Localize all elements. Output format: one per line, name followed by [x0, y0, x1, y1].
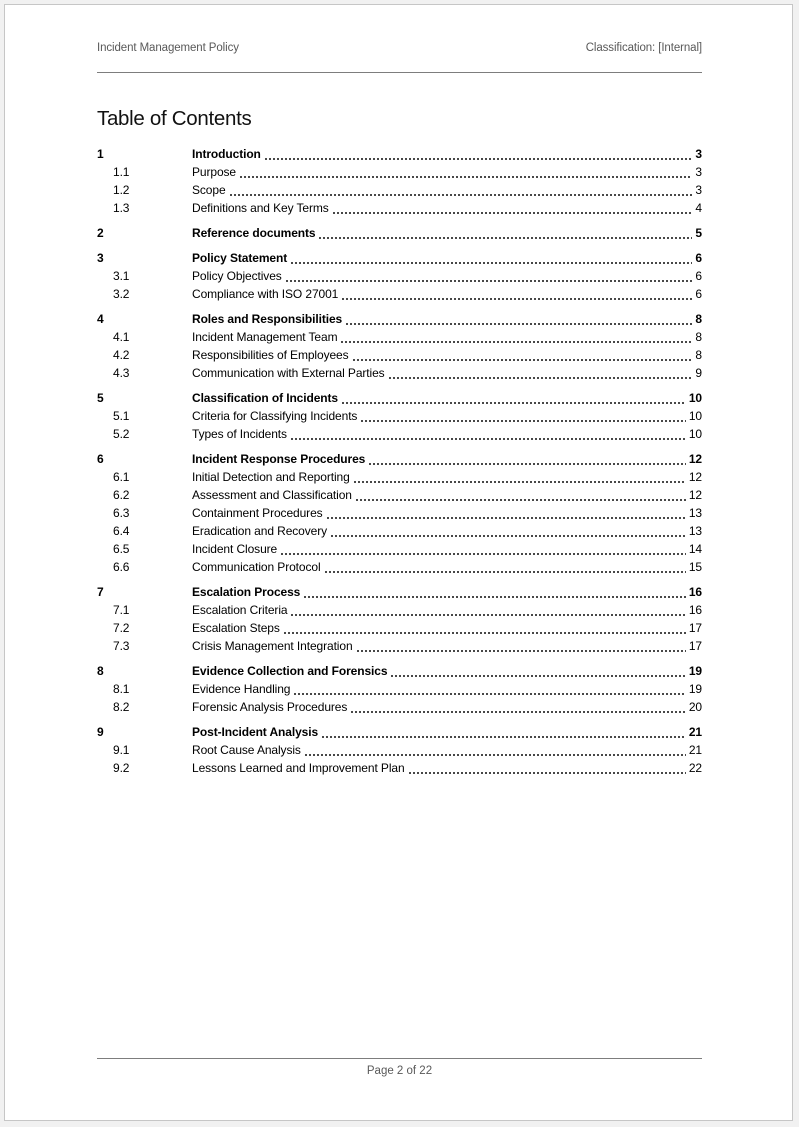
toc-entry-page-number: 10	[688, 391, 702, 405]
toc-dot-leader	[290, 614, 685, 616]
toc-entry-label: Responsibilities of Employees	[192, 348, 349, 362]
toc-entry-page-number: 21	[688, 743, 702, 757]
header-rule	[97, 72, 702, 73]
toc-entry-number: 3.1	[113, 269, 130, 283]
toc-entry-number: 1	[97, 147, 104, 161]
toc-entry-label: Evidence Collection and Forensics	[192, 664, 388, 678]
toc-entry-number: 3	[97, 251, 104, 265]
toc-entry-number: 2	[97, 226, 104, 240]
page-footer	[97, 1058, 702, 1078]
toc-dot-leader	[345, 323, 692, 325]
toc-entry-page-number: 8	[695, 330, 702, 344]
toc-entry-number: 8.2	[113, 700, 130, 714]
toc-entry[interactable]	[97, 741, 702, 759]
toc-entry-number: 6.3	[113, 506, 130, 520]
toc-entry-label: Introduction	[192, 147, 261, 161]
toc-entry-number: 1.3	[113, 201, 130, 215]
toc-entry-number: 5.2	[113, 427, 130, 441]
toc-entry-label: Escalation Criteria	[192, 603, 288, 617]
toc-entry-label: Types of Incidents	[192, 427, 287, 441]
toc-entry-page-number: 13	[688, 524, 702, 538]
toc-entry-label: Purpose	[192, 165, 236, 179]
toc-entry-page-number: 17	[688, 621, 702, 635]
toc-entry-label: Escalation Process	[192, 585, 301, 599]
toc-entry-number: 8	[97, 664, 104, 678]
toc-entry-label: Reference documents	[192, 226, 316, 240]
toc-entry-number: 5.1	[113, 409, 130, 423]
toc-dot-leader	[332, 212, 693, 214]
toc-dot-leader	[360, 420, 686, 422]
toc-dot-leader	[353, 481, 686, 483]
toc-entry[interactable]	[97, 619, 702, 637]
toc-entry[interactable]	[97, 389, 702, 407]
toc-entry[interactable]	[97, 601, 702, 619]
toc-entry[interactable]	[97, 224, 702, 242]
toc-entry[interactable]	[97, 267, 702, 285]
toc-dot-leader	[264, 158, 693, 160]
toc-entry-label: Compliance with ISO 27001	[192, 287, 339, 301]
toc-entry[interactable]	[97, 558, 702, 576]
toc-entry-label: Communication Protocol	[192, 560, 321, 574]
toc-dot-leader	[341, 298, 692, 300]
toc-entry-label: Communication with External Parties	[192, 366, 385, 380]
document-page	[4, 4, 793, 1121]
page-header	[97, 41, 702, 55]
toc-dot-leader	[239, 176, 692, 178]
toc-entry-number: 3.2	[113, 287, 130, 301]
toc-entry-label: Post-Incident Analysis	[192, 725, 319, 739]
toc-entry-number: 4.3	[113, 366, 130, 380]
page-content	[5, 5, 792, 777]
toc-dot-leader	[350, 711, 686, 713]
toc-entry-number: 6.6	[113, 560, 130, 574]
toc-dot-leader	[285, 280, 693, 282]
toc-entry-number: 4	[97, 312, 104, 326]
toc-entry-page-number: 3	[695, 165, 702, 179]
toc-list	[97, 145, 702, 777]
toc-entry-page-number: 20	[688, 700, 702, 714]
toc-dot-leader	[304, 754, 686, 756]
toc-entry[interactable]	[97, 285, 702, 303]
toc-entry[interactable]	[97, 450, 702, 468]
toc-entry-number: 4.1	[113, 330, 130, 344]
toc-dot-leader	[303, 596, 686, 598]
toc-entry-page-number: 17	[688, 639, 702, 653]
toc-entry[interactable]	[97, 486, 702, 504]
toc-dot-leader	[283, 632, 686, 634]
toc-entry-number: 1.2	[113, 183, 130, 197]
toc-entry[interactable]	[97, 145, 702, 163]
header-document-title: Incident Management Policy	[97, 42, 239, 54]
toc-entry[interactable]	[97, 504, 702, 522]
toc-entry-label: Containment Procedures	[192, 506, 323, 520]
toc-dot-leader	[341, 402, 686, 404]
toc-entry[interactable]	[97, 249, 702, 267]
toc-entry-number: 8.1	[113, 682, 130, 696]
toc-entry-page-number: 5	[695, 226, 702, 240]
toc-entry-page-number: 12	[688, 470, 702, 484]
toc-dot-leader	[408, 772, 686, 774]
toc-entry[interactable]	[97, 346, 702, 364]
toc-entry-label: Policy Statement	[192, 251, 288, 265]
toc-entry-label: Policy Objectives	[192, 269, 282, 283]
toc-dot-leader	[290, 438, 686, 440]
toc-entry-page-number: 16	[688, 585, 702, 599]
toc-entry[interactable]	[97, 540, 702, 558]
toc-entry-label: Definitions and Key Terms	[192, 201, 329, 215]
toc-entry-number: 7.1	[113, 603, 130, 617]
toc-entry[interactable]	[97, 698, 702, 716]
toc-entry-page-number: 21	[688, 725, 702, 739]
toc-entry-label: Eradication and Recovery	[192, 524, 328, 538]
toc-entry-label: Incident Closure	[192, 542, 278, 556]
toc-entry-number: 4.2	[113, 348, 130, 362]
toc-dot-leader	[321, 736, 686, 738]
toc-entry-label: Evidence Handling	[192, 682, 291, 696]
toc-dot-leader	[355, 499, 686, 501]
header-classification: Classification: [Internal]	[585, 42, 702, 54]
toc-entry-page-number: 6	[695, 251, 702, 265]
toc-entry[interactable]	[97, 637, 702, 655]
footer-page-number: Page 2 of 22	[366, 1065, 433, 1077]
toc-dot-leader	[324, 571, 686, 573]
toc-entry-page-number: 8	[695, 348, 702, 362]
toc-entry-label: Forensic Analysis Procedures	[192, 700, 348, 714]
toc-entry-label: Initial Detection and Reporting	[192, 470, 350, 484]
toc-entry-label: Incident Response Procedures	[192, 452, 366, 466]
toc-entry[interactable]	[97, 163, 702, 181]
toc-entry-page-number: 12	[688, 488, 702, 502]
toc-entry-page-number: 19	[688, 664, 702, 678]
toc-entry-page-number: 8	[695, 312, 702, 326]
page-title: Table of Contents	[97, 107, 252, 130]
toc-entry-label: Classification of Incidents	[192, 391, 338, 405]
toc-entry-number: 1.1	[113, 165, 130, 179]
toc-entry-number: 9.2	[113, 761, 130, 775]
toc-dot-leader	[388, 377, 693, 379]
toc-entry[interactable]	[97, 181, 702, 199]
toc-entry-page-number: 3	[695, 183, 702, 197]
toc-dot-leader	[318, 237, 692, 239]
toc-entry-number: 6.1	[113, 470, 130, 484]
toc-entry-page-number: 22	[688, 761, 702, 775]
toc-entry[interactable]	[97, 723, 702, 741]
toc-entry-label: Incident Management Team	[192, 330, 338, 344]
toc-dot-leader	[290, 262, 692, 264]
toc-dot-leader	[356, 650, 686, 652]
toc-entry[interactable]	[97, 759, 702, 777]
toc-entry-page-number: 6	[695, 269, 702, 283]
toc-entry-label: Criteria for Classifying Incidents	[192, 409, 358, 423]
toc-entry-page-number: 6	[695, 287, 702, 301]
toc-entry-number: 6.4	[113, 524, 130, 538]
toc-dot-leader	[352, 359, 693, 361]
toc-entry-page-number: 10	[688, 427, 702, 441]
toc-entry[interactable]	[97, 468, 702, 486]
toc-entry-number: 9.1	[113, 743, 130, 757]
toc-entry-number: 7.2	[113, 621, 130, 635]
toc-dot-leader	[390, 675, 685, 677]
toc-entry-number: 7	[97, 585, 104, 599]
toc-entry-label: Lessons Learned and Improvement Plan	[192, 761, 405, 775]
toc-entry[interactable]	[97, 364, 702, 382]
toc-entry-page-number: 4	[695, 201, 702, 215]
toc-entry-number: 6.5	[113, 542, 130, 556]
toc-entry[interactable]	[97, 328, 702, 346]
toc-entry-label: Assessment and Classification	[192, 488, 352, 502]
toc-dot-leader	[326, 517, 686, 519]
toc-entry[interactable]	[97, 425, 702, 443]
toc-entry-label: Roles and Responsibilities	[192, 312, 343, 326]
toc-entry[interactable]	[97, 407, 702, 425]
toc-entry[interactable]	[97, 662, 702, 680]
toc-dot-leader	[368, 463, 686, 465]
toc-dot-leader	[280, 553, 686, 555]
toc-entry-page-number: 16	[688, 603, 702, 617]
toc-entry[interactable]	[97, 310, 702, 328]
toc-entry-label: Crisis Management Integration	[192, 639, 353, 653]
toc-entry-number: 6	[97, 452, 104, 466]
toc-entry-number: 5	[97, 391, 104, 405]
toc-entry-page-number: 19	[688, 682, 702, 696]
toc-entry-label: Root Cause Analysis	[192, 743, 301, 757]
toc-entry-page-number: 3	[695, 147, 702, 161]
toc-entry-number: 7.3	[113, 639, 130, 653]
toc-entry-page-number: 14	[688, 542, 702, 556]
toc-entry-page-number: 12	[688, 452, 702, 466]
toc-entry[interactable]	[97, 522, 702, 540]
toc-dot-leader	[229, 194, 693, 196]
toc-entry-page-number: 13	[688, 506, 702, 520]
toc-entry-label: Scope	[192, 183, 226, 197]
toc-dot-leader	[293, 693, 685, 695]
toc-entry-page-number: 15	[688, 560, 702, 574]
toc-dot-leader	[330, 535, 686, 537]
toc-entry[interactable]	[97, 199, 702, 217]
toc-dot-leader	[340, 341, 692, 343]
toc-entry-page-number: 10	[688, 409, 702, 423]
toc-entry[interactable]	[97, 680, 702, 698]
toc-entry-number: 9	[97, 725, 104, 739]
toc-entry[interactable]	[97, 583, 702, 601]
toc-entry-label: Escalation Steps	[192, 621, 280, 635]
toc-entry-page-number: 9	[695, 366, 702, 380]
toc-entry-number: 6.2	[113, 488, 130, 502]
